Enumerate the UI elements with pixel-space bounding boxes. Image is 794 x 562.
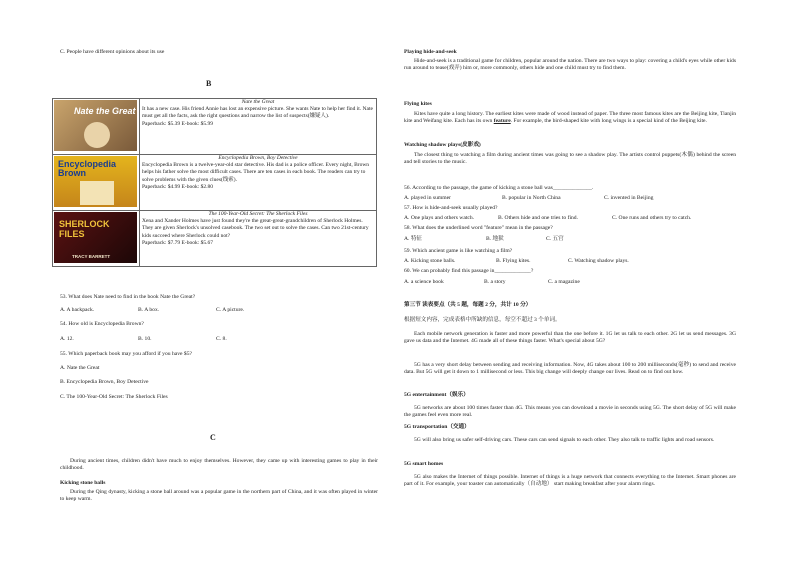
option-a[interactable]: A. 12. xyxy=(60,336,74,342)
option-c[interactable]: C. 五官 xyxy=(546,236,564,242)
option-c[interactable]: C. 8. xyxy=(216,336,227,342)
cover-title: SHERLOCK FILES xyxy=(59,219,110,239)
question-58: 58. What does the underlined word "feature" mean in the passage? xyxy=(404,225,553,231)
underlined-word: feature xyxy=(493,118,511,125)
shadow-plays-heading: Watching shadow plays(皮影戏) xyxy=(404,142,481,148)
cover-title: Encyclopedia Brown xyxy=(58,159,117,178)
option-a[interactable]: A. played in summer xyxy=(404,195,451,201)
table-row xyxy=(53,155,377,211)
kicking-stone-balls-heading: Kicking stone balls xyxy=(60,480,106,486)
book-info xyxy=(140,99,377,155)
cover-illustration xyxy=(84,122,110,148)
option-b[interactable]: B. Encyclopedia Brown, Boy Detective xyxy=(60,379,149,385)
smart-homes-heading: 5G smart homes xyxy=(404,461,444,467)
entertainment-heading: 5G entertainment（娱乐） xyxy=(404,392,469,398)
option-a[interactable]: A. a science book xyxy=(404,279,444,285)
question-59: 59. Which ancient game is like watching a film? xyxy=(404,248,513,254)
book-table xyxy=(52,98,377,267)
book-price: Paperback: $5.39 E-book: $5.99 xyxy=(142,120,214,127)
question-55: 55. Which paperback book may you afford if you have $5? xyxy=(60,351,192,357)
question-54: 54. How old is Encyclopedia Brown? xyxy=(60,321,144,327)
option-a[interactable]: A. 特征 xyxy=(404,236,423,242)
option-c[interactable]: C. One runs and others try to catch. xyxy=(612,215,692,221)
shadow-plays-text: The closest thing to watching a film during ancient times was going to see a shadow play. The artists control puppets(木偶) behind the screen and tell stories to the music. xyxy=(404,152,736,166)
book-cover-cell xyxy=(53,155,140,211)
section-c-intro: During ancient times, children didn't have much to enjoy themselves. However, they came up with interesting games to play in their childhood. xyxy=(60,458,378,472)
option-b[interactable]: B. 地狱 xyxy=(486,236,504,242)
option-b[interactable]: B. Flying kites. xyxy=(496,258,531,264)
hide-and-seek-text: Hide-and-seek is a traditional game for children, popular around the nation. There are two ways to play: covering a child's eyes while other kids run around to tease(戏弄) him or, more commonly, others hide and one child must try to find them. xyxy=(404,58,736,72)
book-cover-cell xyxy=(53,211,140,267)
option-c-line: C. People have different opinions about its use xyxy=(60,49,165,55)
option-c[interactable]: C. a magazine xyxy=(548,279,580,285)
kicking-stone-balls-text: During the Qing dynasty, kicking a stone ball around was a popular game in the northern part of China, and it was often played in winter to keep warm. xyxy=(60,489,378,503)
option-b[interactable]: B. 10. xyxy=(138,336,152,342)
option-c[interactable]: C. A picture. xyxy=(216,307,245,313)
book-info xyxy=(140,211,377,267)
book-description: It has a new case. His friend Annie has lost an expensive picture. She wants Nate to help her find it. Nate must get all the facts, ask the right questions and narrow the list of suspects(嫌疑人). xyxy=(142,106,373,120)
section-b-heading: B xyxy=(206,79,212,88)
flying-kites-heading: Flying kites xyxy=(404,101,432,107)
option-a[interactable]: A. One plays and others watch. xyxy=(404,215,475,221)
entertainment-text: 5G networks are about 100 times faster than 4G. This means you can download a movie in seconds using 5G. The short delay of 5G will make the games feel even more real. xyxy=(404,405,736,419)
table-row xyxy=(53,211,377,267)
book-cover-image xyxy=(54,212,137,263)
text-part: . For example, the bird-shaped kite with long wings is a special kind of the Beijing kite. xyxy=(510,118,707,125)
question-56: 56. According to the passage, the game of kicking a stone ball was______________. xyxy=(404,185,594,191)
book-description: Xena and Xander Holmes have just found they're the great-great-grandchildren of Sherlock Holmes. They are given Sherlock's unsolved casebook. The two set out to solve the cases. Can two 21st-century kids succeed where Sherlock could not? xyxy=(142,218,369,239)
network-paragraph: Each mobile network generation is faster and more powerful than the one before it. 1G let us talk to each other. 2G let us send messages. 3G gave us data and the Internet. 4G made all of these things faster. What's special about 5G? xyxy=(404,331,736,345)
option-b[interactable]: B. A box. xyxy=(138,307,160,313)
text-part: Kites have quite a long history. The earliest kites were made of wood instead of paper. The three most famous kites are the Beijing kite, Tianjin kite and Weifang kite. Each has its own xyxy=(404,111,736,125)
hide-and-seek-heading: Playing hide-and-seek xyxy=(404,49,457,55)
book-title: The 100-Year-Old Secret: The Sherlock Files xyxy=(208,211,308,217)
transportation-text: 5G will also bring us safer self-driving cars. These cars can send signals to each other. They also talk to traffic lights and road sensors. xyxy=(414,437,715,443)
option-b[interactable]: B. a story xyxy=(484,279,506,285)
section-3-instructions: 根据短文内容，完成表格中所缺的信息，每空不超过 3 个单词。 xyxy=(404,317,561,323)
book-price: Paperback: $7.79 E-book: $5.67 xyxy=(142,239,214,246)
book-cover-image xyxy=(54,156,137,207)
cover-title: Nate the Great xyxy=(74,106,136,116)
question-60: 60. We can probably find this passage in_____________? xyxy=(404,268,534,274)
question-53: 53. What does Nate need to find in the book Nate the Great? xyxy=(60,294,196,300)
option-a[interactable]: A. Nate the Great xyxy=(60,365,100,371)
question-57: 57. How is hide-and-seek usually played? xyxy=(404,205,498,211)
option-c[interactable]: C. Watching shadow plays. xyxy=(568,258,629,264)
book-title: Encyclopedia Brown, Boy Detective xyxy=(218,155,298,161)
book-info xyxy=(140,155,377,211)
section-c-heading: C xyxy=(210,433,216,442)
book-cover-cell xyxy=(53,99,140,155)
option-a[interactable]: A. Kicking stone balls. xyxy=(404,258,456,264)
flying-kites-text xyxy=(404,111,736,126)
smart-homes-text: 5G also makes the Internet of things possible. Internet of things is a huge network that connects everything to the Internet. Smart phones are part of it. For example, your toaster can automatically（自动地） start making breakfast after your alarm rings. xyxy=(404,474,736,488)
option-c[interactable]: C. The 100-Year-Old Secret: The Sherlock Files xyxy=(60,394,168,400)
option-b[interactable]: B. Others hide and one tries to find. xyxy=(498,215,579,221)
book-cover-image xyxy=(54,100,137,151)
book-title: Nate the Great xyxy=(241,99,275,105)
table-row xyxy=(53,99,377,155)
cover-illustration xyxy=(80,181,114,205)
book-description: Encyclopedia Brown is a twelve-year-old star detective. His dad is a police officer. Every night, Brown helps his father solve the most difficult cases. There are ten cases in each book. The readers can try to solve problems with the given clues(线索). xyxy=(142,162,370,183)
cover-author: TRACY BARRETT xyxy=(72,254,111,259)
delay-paragraph: 5G has a very short delay between sending and receiving information. Now, 4G takes about 100 to 200 milliseconds(毫秒) to send and receive data. But 5G will get it down to 1 millisecond or less. This big change will deeply change our lives. Read on to find out how. xyxy=(404,362,736,376)
book-price: Paperback: $4.99 E-book: $2.80 xyxy=(142,183,214,190)
option-c[interactable]: C. invented in Beijing xyxy=(604,195,654,201)
section-3-title: 第三节 读表要点（共 5 题，每题 2 分，共计 10 分） xyxy=(404,302,532,308)
option-a[interactable]: A. A backpack. xyxy=(60,307,95,313)
transportation-heading: 5G transportation（交通） xyxy=(404,424,470,430)
option-b[interactable]: B. popular in North China xyxy=(502,195,561,201)
